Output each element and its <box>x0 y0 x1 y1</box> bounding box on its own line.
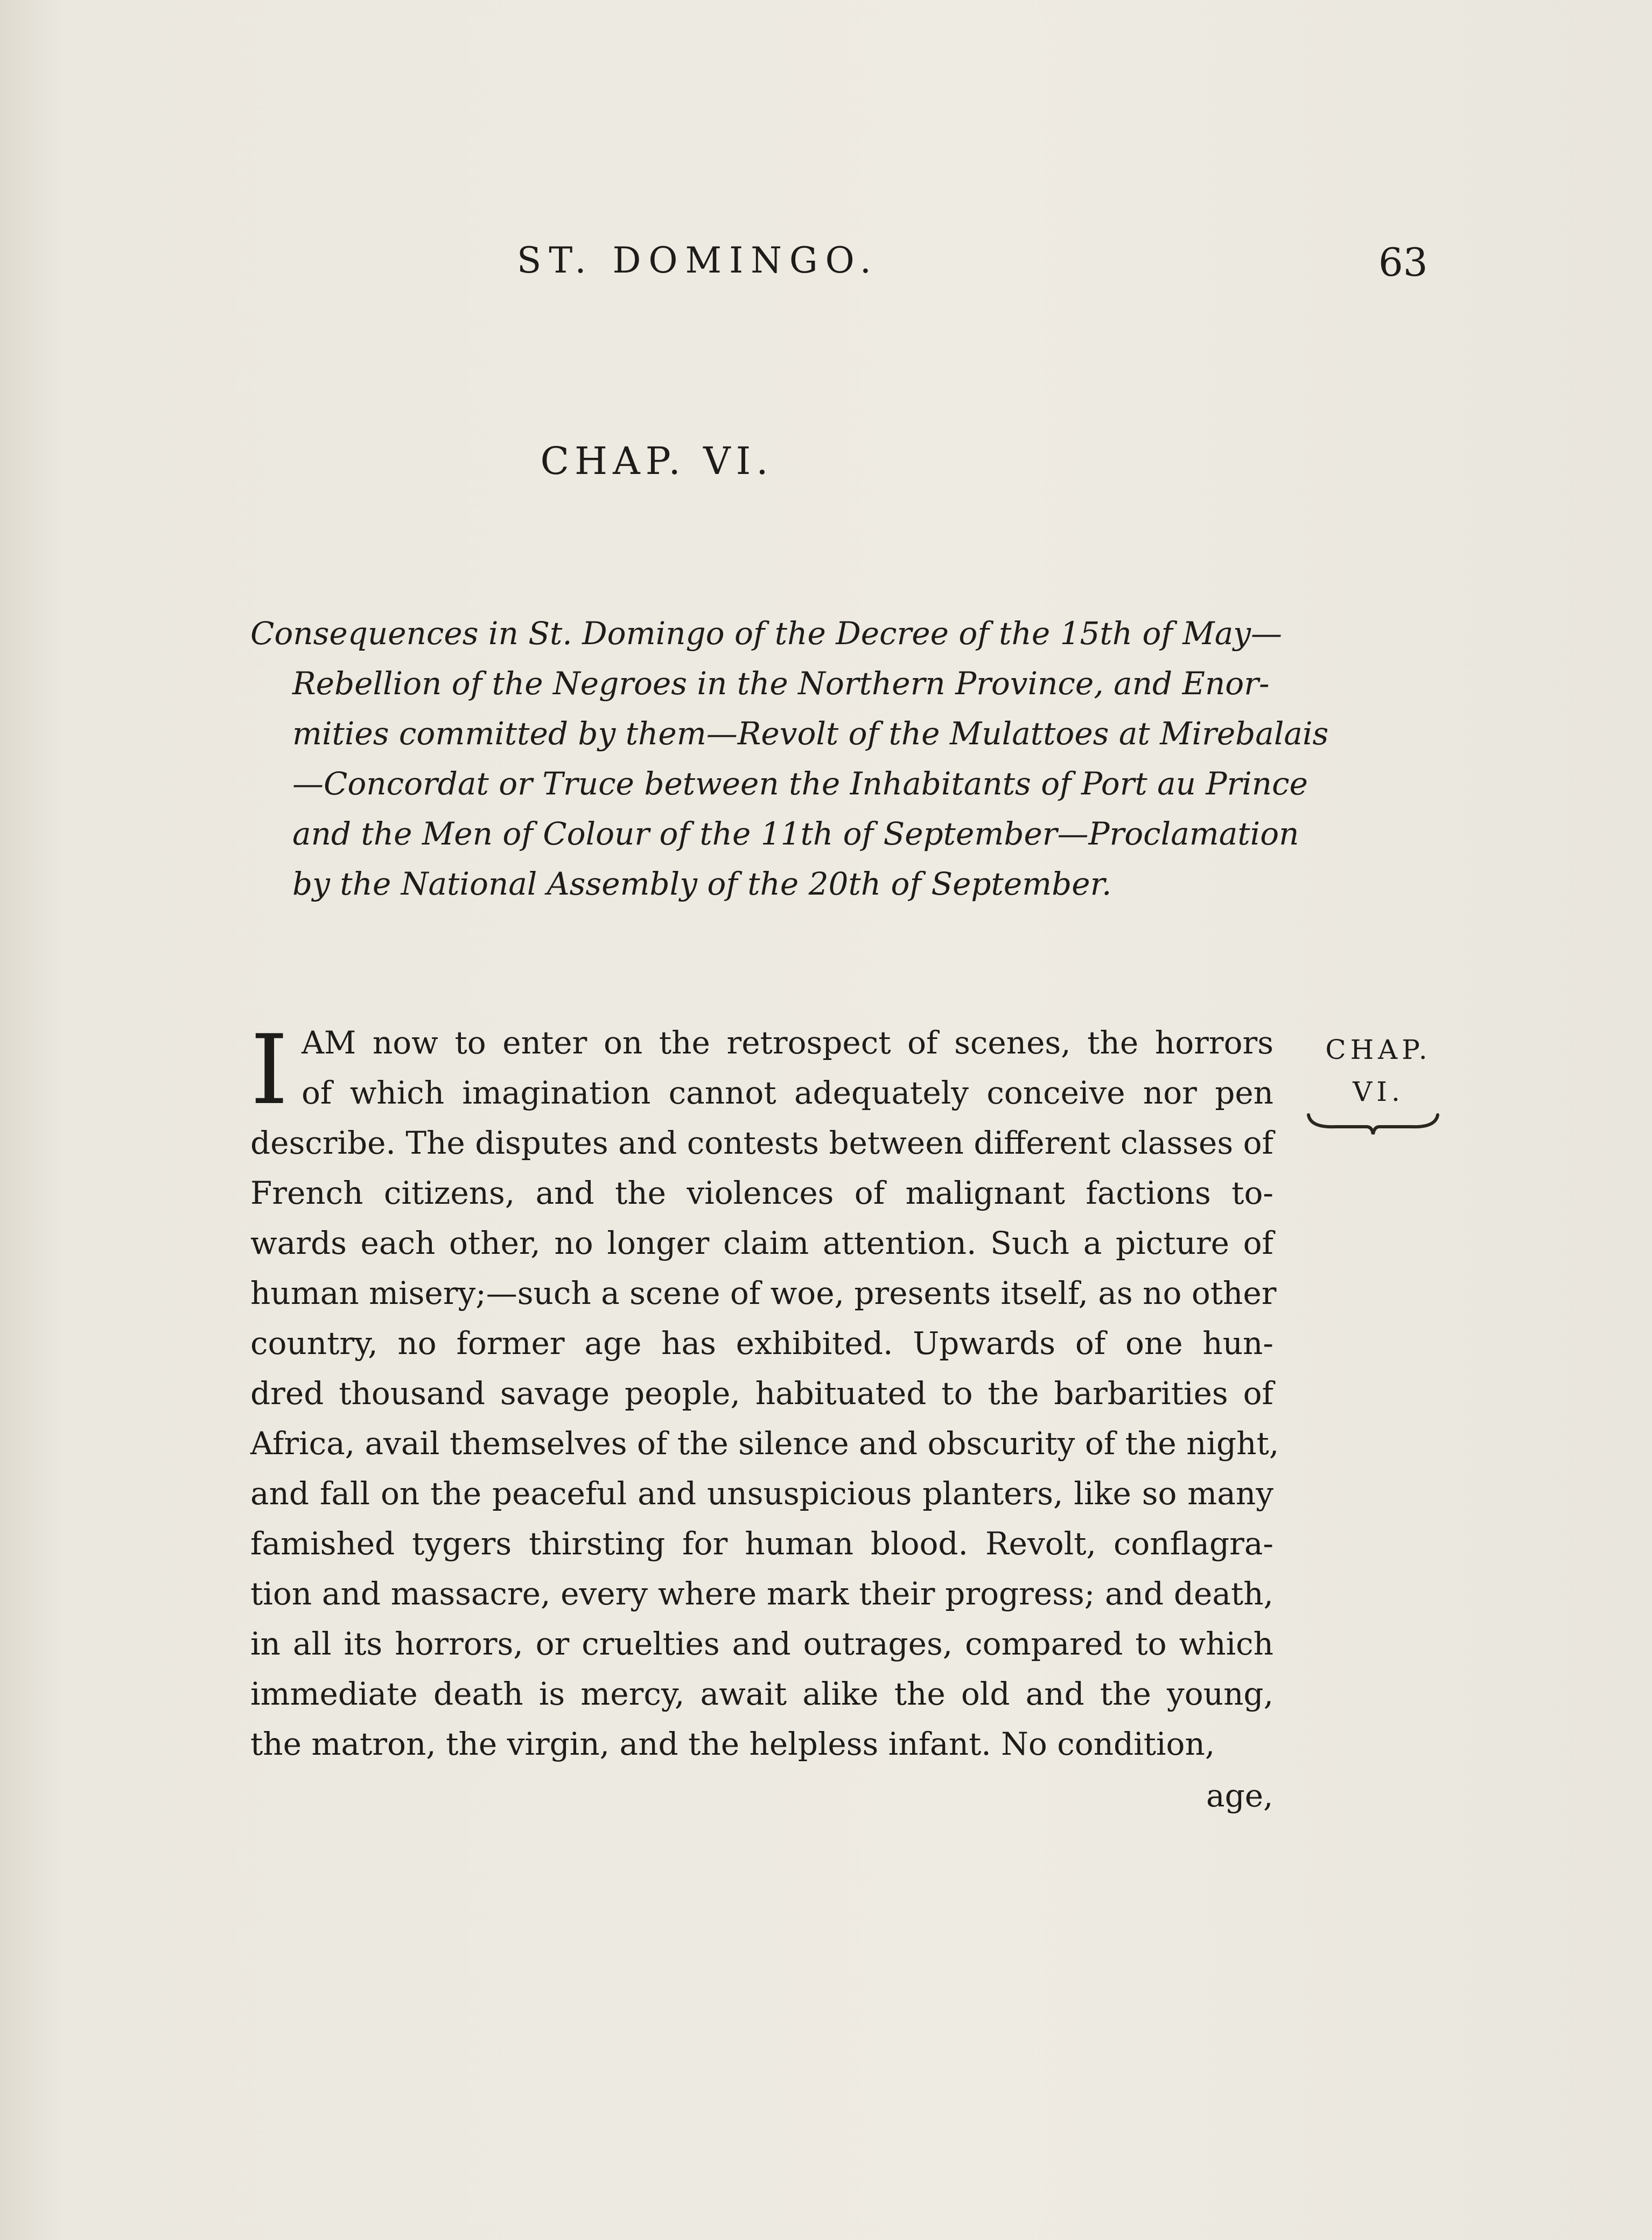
running-title: ST. DOMINGO. <box>517 240 879 281</box>
body-line: the matron, the virgin, and the helpless infant. No condition, <box>250 1726 1215 1762</box>
summary-line: —Concordat or Truce between the Inhabitants of Port au Prince <box>292 765 1308 802</box>
body-line: and fall on the peaceful and unsuspicious planters, like so many <box>250 1475 1273 1512</box>
margin-note <box>1308 1029 1448 1113</box>
body-line: in all its horrors, or cruelties and outrages, compared to which <box>250 1625 1273 1662</box>
body-text <box>250 1014 1279 1769</box>
summary-line: mities committed by them—Revolt of the Mulattoes at Mirebalais <box>292 715 1329 752</box>
margin-brace-icon <box>1303 1109 1443 1136</box>
summary-line: Rebellion of the Negroes in the Northern Province, and Enor- <box>292 665 1270 702</box>
body-line: AM now to enter on the retrospect of scenes, the horrors <box>302 1024 1273 1061</box>
summary-line: Consequences in St. Domingo of the Decree of the 15th of May— <box>250 615 1283 652</box>
catchword: age, <box>1206 1777 1273 1814</box>
drop-cap: I <box>250 1014 289 1126</box>
chapter-title: CHAP. VI. <box>540 439 774 483</box>
margin-note-chap: CHAP. <box>1325 1034 1432 1065</box>
body-line: of which imagination cannot adequately conceive nor pen <box>302 1074 1273 1111</box>
margin-note-number: VI. <box>1353 1076 1404 1107</box>
body-line: immediate death is mercy, await alike the old and the young, <box>250 1676 1273 1712</box>
body-line: country, no former age has exhibited. Upwards of one hun- <box>250 1325 1273 1362</box>
first-paragraph-opening <box>250 1014 1273 1126</box>
body-line: dred thousand savage people, habituated to the barbarities of <box>250 1375 1273 1412</box>
summary-line: and the Men of Colour of the 11th of September—Proclamation <box>292 815 1299 852</box>
summary-line: by the National Assembly of the 20th of September. <box>292 866 1112 902</box>
body-line: Africa, avail themselves of the silence and obscurity of the night, <box>250 1425 1279 1462</box>
body-line: famished tygers thirsting for human blood. Revolt, conflagra- <box>250 1525 1273 1562</box>
body-line: tion and massacre, every where mark their progress; and death, <box>250 1575 1273 1612</box>
chapter-summary <box>250 609 1329 909</box>
body-line: French citizens, and the violences of malignant factions to- <box>250 1175 1273 1211</box>
body-line: wards each other, no longer claim attention. Such a picture of <box>250 1225 1273 1261</box>
body-line: describe. The disputes and contests between different classes of <box>250 1125 1273 1161</box>
body-line: human misery;—such a scene of woe, presents itself, as no other <box>250 1275 1277 1311</box>
page-number: 63 <box>1378 240 1428 285</box>
